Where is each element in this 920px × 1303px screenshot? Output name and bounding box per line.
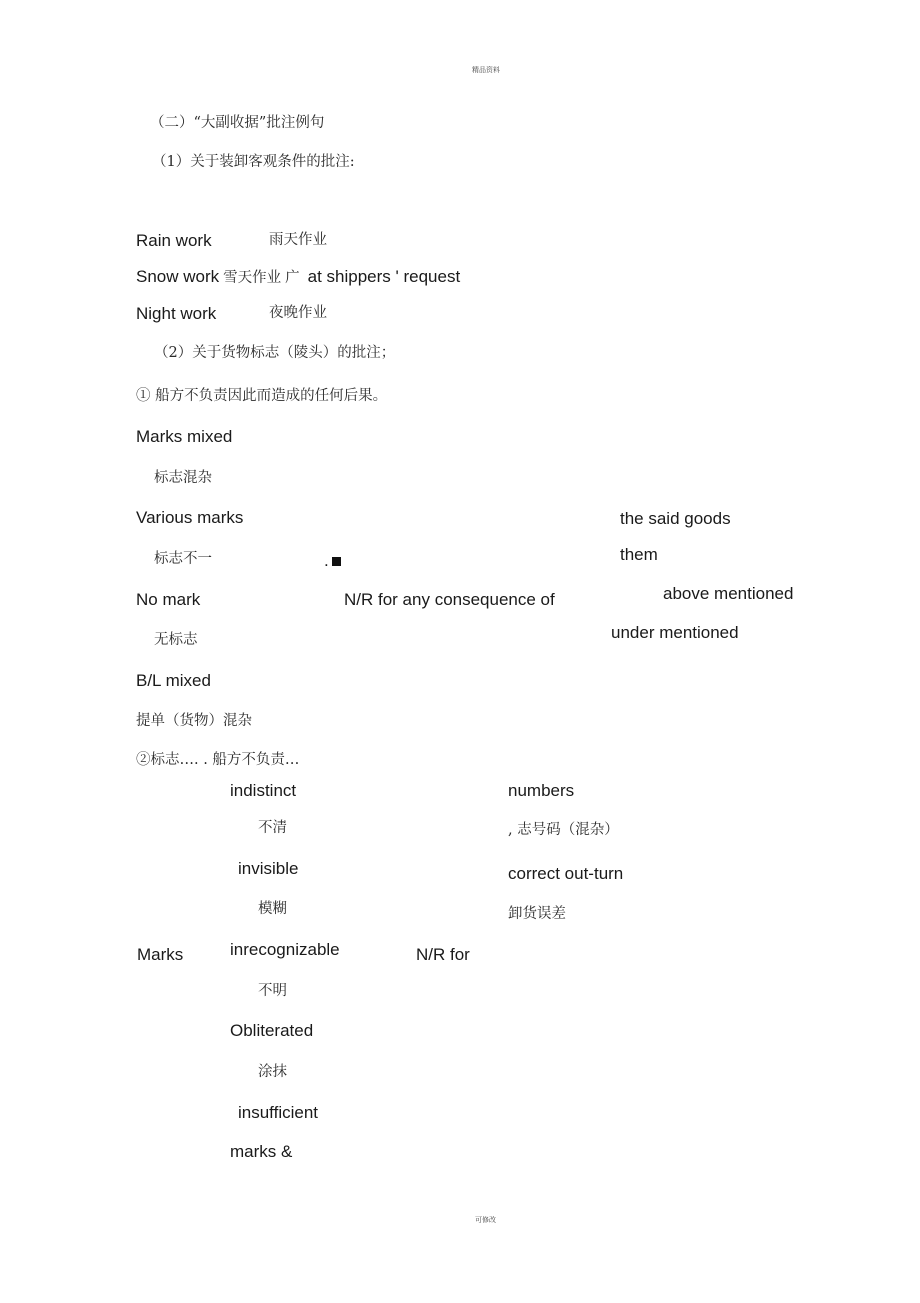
nr-consequence: N/R for any consequence of — [344, 590, 555, 609]
above-mentioned: above mentioned — [663, 584, 794, 603]
them: them — [620, 545, 658, 564]
obliterated-zh: 涂抹 — [258, 1064, 287, 1080]
insufficient-en: insufficient — [238, 1103, 319, 1122]
snow-work-request: at shippers ' request — [307, 267, 461, 286]
outturn-zh: 卸货误差 — [508, 906, 566, 922]
part2-heading: （2）关于货物标志（陵头）的批注； — [154, 345, 396, 361]
night-work-zh: 夜晚作业 — [269, 305, 327, 321]
marks-label: Marks — [137, 945, 184, 964]
invisible-en: invisible — [238, 859, 299, 878]
no-mark-en: No mark — [136, 590, 201, 609]
indistinct-en: indistinct — [230, 781, 297, 800]
snow-work-line — [136, 268, 460, 286]
inrecognizable-zh: 不明 — [258, 983, 287, 999]
various-marks-en: Various marks — [136, 508, 244, 527]
marks2-intro: ②标志…. . 船方不负责… — [136, 752, 300, 768]
bl-mixed-zh: 提单（货物）混杂 — [136, 713, 252, 729]
outturn-en: correct out-turn — [508, 864, 624, 883]
night-work-en: Night work — [136, 304, 217, 323]
nr-for: N/R for — [416, 945, 470, 964]
part1-heading: （1）关于装卸客观条件的批注: — [152, 154, 355, 170]
said-goods: the said goods — [620, 509, 731, 528]
square-icon — [332, 557, 341, 566]
marks-mixed-zh: 标志混杂 — [154, 470, 212, 486]
various-marks-zh: 标志不一 — [154, 551, 212, 567]
bl-mixed-en: B/L mixed — [136, 671, 211, 690]
marks1-intro: ① 船方不负责因此而造成的任何后果。 — [136, 388, 388, 404]
marks-amp: marks & — [230, 1142, 293, 1161]
rain-work-en: Rain work — [136, 231, 212, 250]
numbers-zh: , 志号码（混杂） — [508, 822, 619, 838]
invisible-zh: 模糊 — [258, 901, 287, 917]
dot-text: . — [324, 551, 329, 570]
marks-mixed-en: Marks mixed — [136, 427, 233, 446]
no-mark-zh: 无标志 — [154, 632, 198, 648]
section-title: （二）“大副收据”批注例句 — [150, 115, 325, 131]
under-mentioned: under mentioned — [611, 623, 739, 642]
snow-work-zh: 雪天作业 — [223, 270, 282, 286]
snow-work-extra: 广 — [285, 270, 300, 286]
inrecognizable-en: inrecognizable — [230, 940, 340, 959]
obliterated-en: Obliterated — [230, 1021, 314, 1040]
page-header: 精品资料 — [472, 66, 500, 74]
snow-work-en: Snow work — [136, 267, 220, 286]
numbers-en: numbers — [508, 781, 575, 800]
dot-mark — [324, 552, 341, 569]
page-footer: 可修改 — [475, 1216, 496, 1224]
indistinct-zh: 不清 — [258, 820, 287, 836]
rain-work-zh: 雨天作业 — [269, 232, 327, 248]
